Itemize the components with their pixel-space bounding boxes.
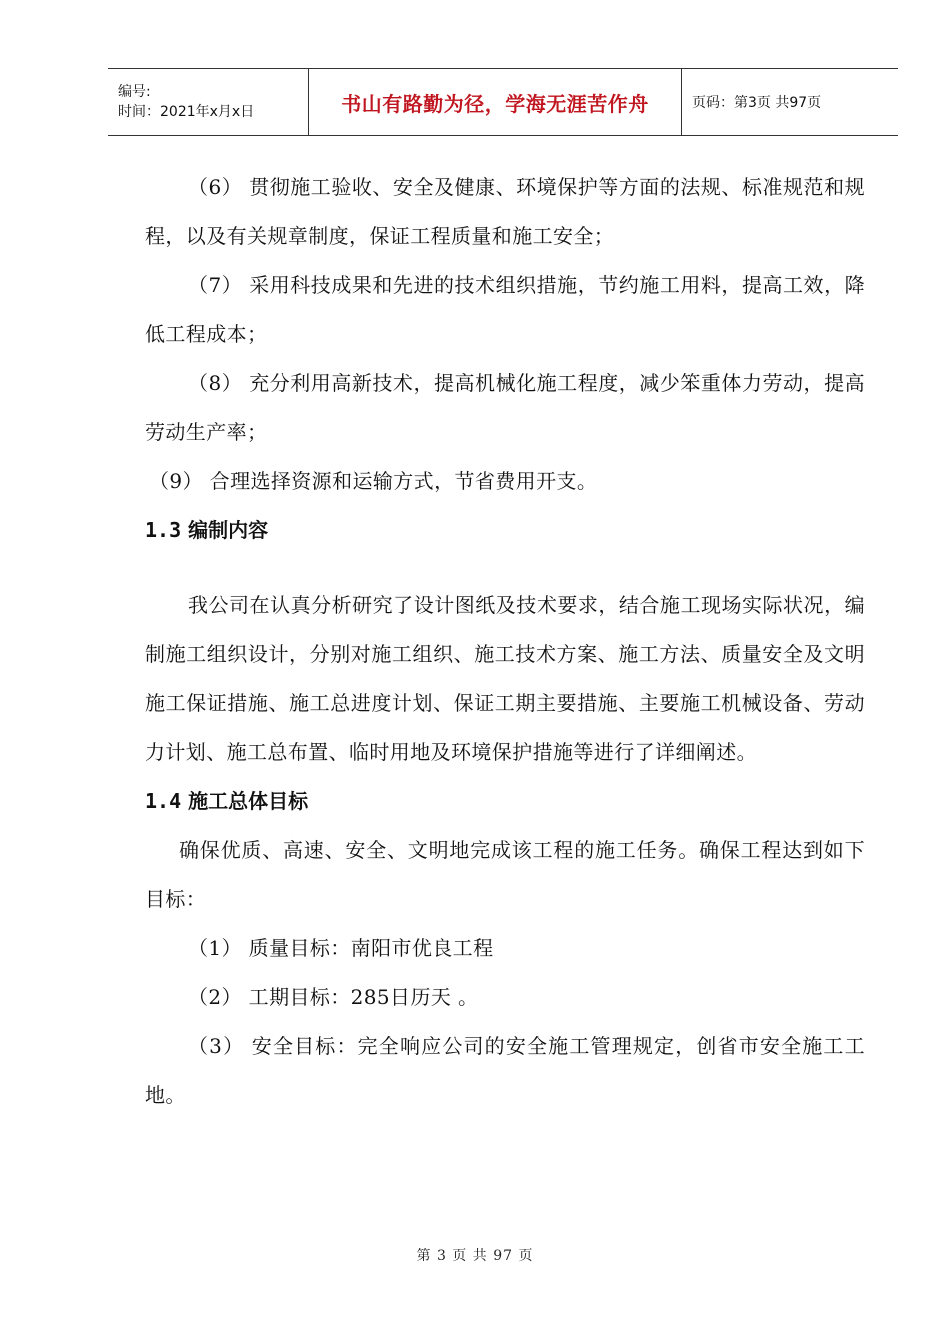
goal-item-1: （1） 质量目标：南阳市优良工程 [188,936,494,960]
spacer [145,555,865,581]
section-heading-1-3 [145,506,865,555]
goal-item-3: （3） 安全目标：完全响应公司的安全施工管理规定，创省市安全施工工地。 [145,1034,865,1107]
section-paragraph: 我公司在认真分析研究了设计图纸及技术要求，结合施工现场实际状况，编制施工组织设计，分别对施工组织、施工技术方案、施工方法、质量安全及文明施工保证措施、施工总进度计划、保证工期主要措施、主要施工机械设备、劳动力计划、施工总布置、临时用地及环境保护措施等进行了详细阐述。 [145,593,865,764]
goal-item-2: （2） 工期目标：285日历天 。 [188,985,479,1009]
header-motto: 书山有路勤为径，学海无涯苦作舟 [341,91,649,116]
header-page-info: 页码：第3页 共97页 [692,95,822,111]
section-heading-1-4 [145,777,865,826]
section-title: 编制内容 [188,518,269,542]
page-footer: 第 3 页 共 97 页 [416,1248,534,1264]
document-date-label: 时间：2021年x月x日 [118,104,255,120]
section-title: 施工总体目标 [188,789,309,813]
document-body [145,163,865,1120]
section-number: 1.3 [145,518,182,542]
list-item-8: （8） 充分利用高新技术，提高机械化施工程度，减少笨重体力劳动，提高劳动生产率； [145,371,865,444]
header-meta-cell [108,69,309,135]
header-page-cell [682,69,898,135]
list-item-6: （6） 贯彻施工验收、安全及健康、环境保护等方面的法规、标准规范和规程，以及有关规章制度，保证工程质量和施工安全； [145,175,865,248]
section-number: 1.4 [145,789,182,813]
list-item-7: （7） 采用科技成果和先进的技术组织措施，节约施工用料，提高工效，降低工程成本； [145,273,865,346]
section-paragraph: 确保优质、高速、安全、文明地完成该工程的施工任务。确保工程达到如下目标： [145,838,865,911]
document-number-label: 编号: [118,84,151,100]
header-motto-cell [309,69,682,135]
list-item-9: （9） 合理选择资源和运输方式，节省费用开支。 [149,469,598,493]
document-header [108,68,898,136]
